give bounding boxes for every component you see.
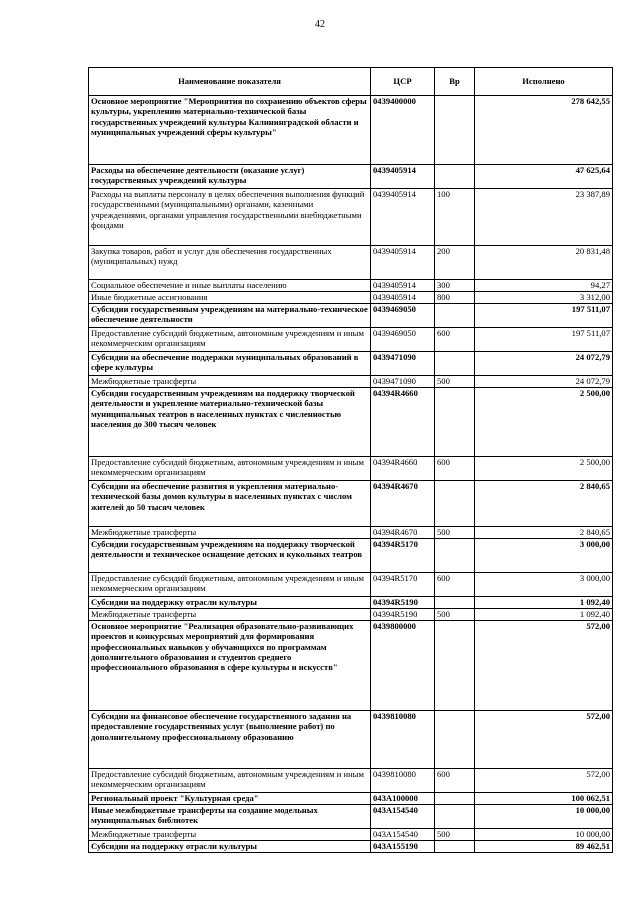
cell-value: 3 000,00 — [475, 539, 613, 573]
cell-csr: 0439469050 — [371, 328, 435, 352]
cell-csr: 0439810080 — [371, 769, 435, 793]
header-csr: ЦСР — [371, 68, 435, 96]
table-row — [89, 829, 613, 841]
cell-csr: 0439405914 — [371, 165, 435, 189]
cell-name: Расходы на обеспечение деятельности (оказание услуг) государственных учреждений культуры — [89, 165, 371, 189]
cell-csr: 0439471090 — [371, 376, 435, 388]
cell-name: Предоставление субсидий бюджетным, автономным учреждениям и иным некоммерческим организациям — [89, 573, 371, 597]
table-row — [89, 189, 613, 246]
cell-name: Расходы на выплаты персоналу в целях обеспечения выполнения функций государственными (муниципальными) органами, казенными учреждениями, органами управления государственными внебюджетными фондами — [89, 189, 371, 246]
cell-vr: 100 — [435, 189, 475, 246]
cell-vr — [435, 597, 475, 609]
cell-csr: 043A154540 — [371, 805, 435, 829]
cell-csr: 04394R4660 — [371, 457, 435, 481]
cell-csr: 0439800000 — [371, 621, 435, 711]
table-row — [89, 96, 613, 165]
cell-name: Субсидии на поддержку отрасли культуры — [89, 841, 371, 853]
cell-value: 2 500,00 — [475, 457, 613, 481]
cell-vr: 300 — [435, 280, 475, 292]
cell-value: 10 000,00 — [475, 829, 613, 841]
cell-name: Закупка товаров, работ и услуг для обеспечения государственных (муниципальных) нужд — [89, 246, 371, 280]
cell-vr — [435, 96, 475, 165]
cell-csr: 04394R4670 — [371, 481, 435, 527]
table-row — [89, 304, 613, 328]
cell-csr: 0439469050 — [371, 304, 435, 328]
cell-csr: 04394R5170 — [371, 573, 435, 597]
cell-name: Субсидии на обеспечение развития и укрепления материально-технической базы домов культуры в населенных пунктах с числом жителей до 50 тысяч человек — [89, 481, 371, 527]
cell-name: Региональный проект "Культурная среда" — [89, 793, 371, 805]
cell-value: 1 092,40 — [475, 609, 613, 621]
cell-vr: 600 — [435, 328, 475, 352]
cell-vr: 600 — [435, 769, 475, 793]
table-row — [89, 388, 613, 457]
cell-name: Предоставление субсидий бюджетным, автономным учреждениям и иным некоммерческим организациям — [89, 457, 371, 481]
table-row — [89, 539, 613, 573]
cell-name: Межбюджетные трансферты — [89, 609, 371, 621]
table-row — [89, 328, 613, 352]
cell-vr: 500 — [435, 829, 475, 841]
cell-value: 47 625,64 — [475, 165, 613, 189]
cell-csr: 0439810080 — [371, 711, 435, 769]
cell-csr: 0439471090 — [371, 352, 435, 376]
cell-vr — [435, 165, 475, 189]
cell-value: 94,27 — [475, 280, 613, 292]
cell-csr: 0439405914 — [371, 189, 435, 246]
cell-name: Иные бюджетные ассигнования — [89, 292, 371, 304]
cell-name: Субсидии государственным учреждениям на поддержку творческой деятельности и техническое оснащение детских и кукольных театров — [89, 539, 371, 573]
cell-value: 197 511,07 — [475, 328, 613, 352]
table-body — [89, 96, 613, 853]
cell-csr: 0439405914 — [371, 292, 435, 304]
cell-name: Межбюджетные трансферты — [89, 376, 371, 388]
table-row — [89, 609, 613, 621]
cell-value: 100 062,51 — [475, 793, 613, 805]
table-row — [89, 352, 613, 376]
cell-name: Межбюджетные трансферты — [89, 829, 371, 841]
table-row — [89, 769, 613, 793]
cell-value: 10 000,00 — [475, 805, 613, 829]
cell-vr: 600 — [435, 457, 475, 481]
table-row — [89, 481, 613, 527]
cell-vr — [435, 539, 475, 573]
cell-value: 20 831,48 — [475, 246, 613, 280]
table-row — [89, 841, 613, 853]
cell-vr: 500 — [435, 609, 475, 621]
cell-name: Основное мероприятие "Реализация образовательно-развивающих проектов и конкурсных мероприятий для формирования профессиональных навыков у обучающихся по программам дополнительного образования и студентов среднего профессионального образования в сфере культуры и искусств" — [89, 621, 371, 711]
header-value: Исполнено — [475, 68, 613, 96]
cell-name: Основное мероприятие "Мероприятия по сохранению объектов сферы культуры, укреплению материально-технической базы государственных учреждений культуры Калининградской области и муниципальных учреждений сферы культуры" — [89, 96, 371, 165]
cell-name: Субсидии на финансовое обеспечение государственного задания на предоставление государственных услуг (выполнение работ) по дополнительному профессиональному образованию — [89, 711, 371, 769]
cell-value: 572,00 — [475, 621, 613, 711]
table-row — [89, 597, 613, 609]
cell-value: 89 462,51 — [475, 841, 613, 853]
header-vr: Вр — [435, 68, 475, 96]
cell-name: Субсидии на обеспечение поддержки муниципальных образований в сфере культуры — [89, 352, 371, 376]
cell-value: 2 500,00 — [475, 388, 613, 457]
cell-value: 2 840,65 — [475, 527, 613, 539]
cell-vr — [435, 621, 475, 711]
cell-csr: 0439405914 — [371, 280, 435, 292]
cell-csr: 04394R5190 — [371, 597, 435, 609]
table-row — [89, 280, 613, 292]
cell-vr: 800 — [435, 292, 475, 304]
table-row — [89, 165, 613, 189]
table-row — [89, 711, 613, 769]
table-row — [89, 805, 613, 829]
page-number: 42 — [315, 19, 325, 30]
table-row — [89, 376, 613, 388]
cell-name: Субсидии государственным учреждениям на поддержку творческой деятельности и укрепление материально-технической базы муниципальных театров в населенных пунктах с численностью населения до 300 тысяч человек — [89, 388, 371, 457]
cell-value: 278 642,55 — [475, 96, 613, 165]
cell-name: Субсидии на поддержку отрасли культуры — [89, 597, 371, 609]
cell-value: 24 072,79 — [475, 376, 613, 388]
table-row — [89, 457, 613, 481]
cell-csr: 043A155190 — [371, 841, 435, 853]
cell-value: 572,00 — [475, 711, 613, 769]
cell-value: 23 387,89 — [475, 189, 613, 246]
cell-name: Социальное обеспечение и иные выплаты населению — [89, 280, 371, 292]
cell-csr: 0439405914 — [371, 246, 435, 280]
cell-value: 3 312,00 — [475, 292, 613, 304]
cell-name: Межбюджетные трансферты — [89, 527, 371, 539]
cell-name: Предоставление субсидий бюджетным, автономным учреждениям и иным некоммерческим организациям — [89, 769, 371, 793]
table-row — [89, 246, 613, 280]
table-row — [89, 621, 613, 711]
cell-value: 3 000,00 — [475, 573, 613, 597]
cell-value: 572,00 — [475, 769, 613, 793]
cell-vr — [435, 304, 475, 328]
table-header-row — [89, 68, 613, 96]
cell-vr — [435, 793, 475, 805]
cell-vr — [435, 805, 475, 829]
cell-name: Предоставление субсидий бюджетным, автономным учреждениям и иным некоммерческим организациям — [89, 328, 371, 352]
table-row — [89, 292, 613, 304]
cell-vr — [435, 481, 475, 527]
cell-name: Субсидии государственным учреждениям на материально-техническое обеспечение деятельности — [89, 304, 371, 328]
cell-vr — [435, 388, 475, 457]
cell-vr — [435, 352, 475, 376]
cell-csr: 0439400000 — [371, 96, 435, 165]
cell-csr: 04394R5170 — [371, 539, 435, 573]
cell-value: 24 072,79 — [475, 352, 613, 376]
cell-vr: 500 — [435, 376, 475, 388]
cell-vr: 200 — [435, 246, 475, 280]
cell-csr: 043A100000 — [371, 793, 435, 805]
cell-vr — [435, 711, 475, 769]
cell-vr — [435, 841, 475, 853]
cell-value: 2 840,65 — [475, 481, 613, 527]
cell-csr: 043A154540 — [371, 829, 435, 841]
table-row — [89, 527, 613, 539]
execution-table — [88, 67, 613, 853]
cell-csr: 04394R4670 — [371, 527, 435, 539]
table-row — [89, 573, 613, 597]
cell-vr: 600 — [435, 573, 475, 597]
cell-csr: 04394R4660 — [371, 388, 435, 457]
cell-name: Иные межбюджетные трансферты на создание модельных муниципальных библиотек — [89, 805, 371, 829]
cell-value: 197 511,07 — [475, 304, 613, 328]
header-name: Наименование показателя — [89, 68, 371, 96]
cell-csr: 04394R5190 — [371, 609, 435, 621]
table-row — [89, 793, 613, 805]
cell-value: 1 092,40 — [475, 597, 613, 609]
cell-vr: 500 — [435, 527, 475, 539]
